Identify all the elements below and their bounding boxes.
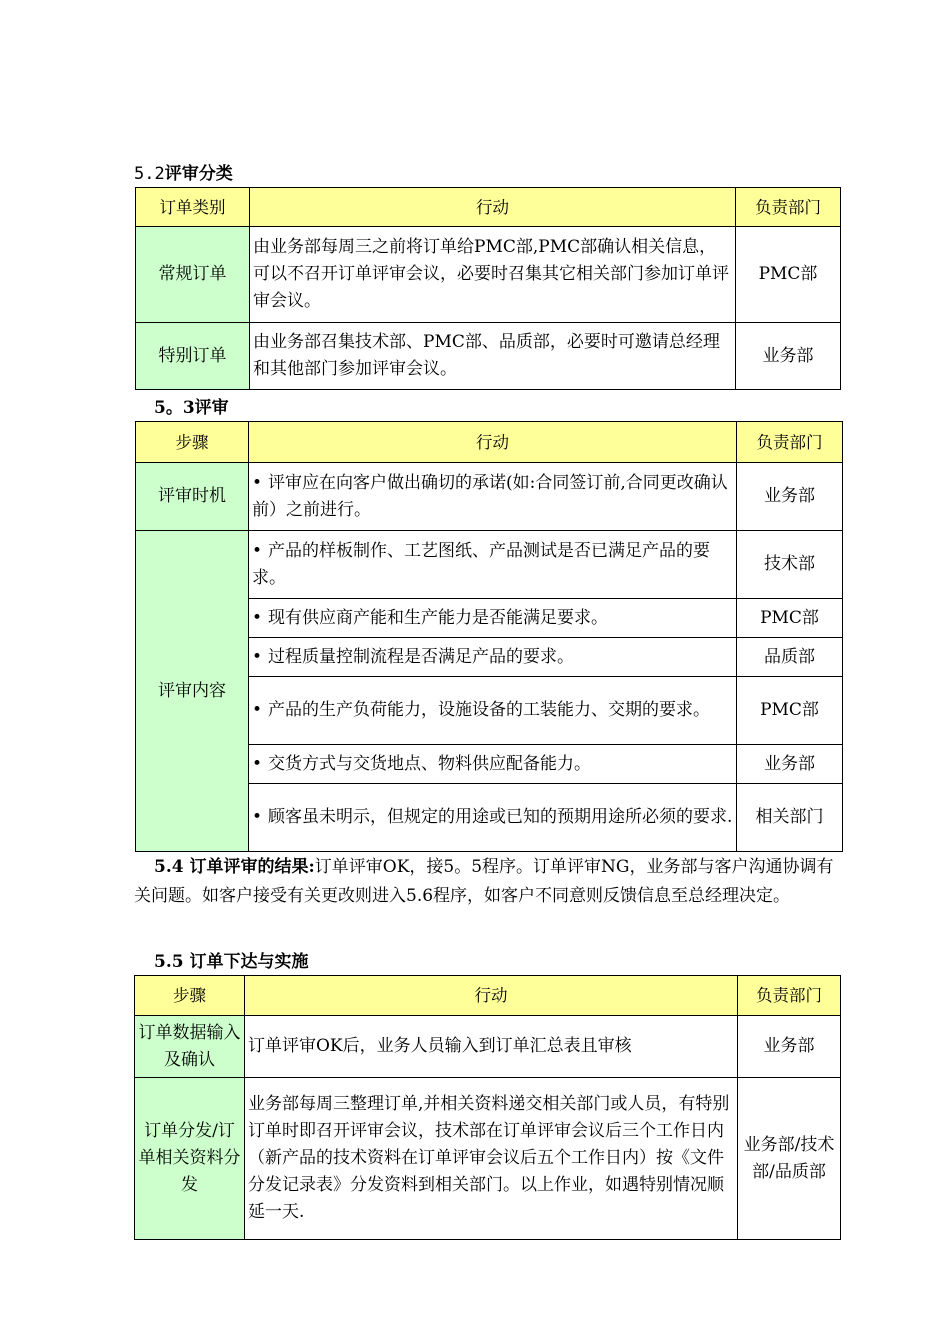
dept-cell: PMC部 bbox=[737, 599, 843, 638]
review-table bbox=[135, 421, 843, 852]
table-header-row bbox=[136, 422, 843, 463]
dept-cell: 业务部 bbox=[736, 323, 841, 390]
dept-cell: 技术部 bbox=[737, 531, 843, 599]
category-cell: 评审时机 bbox=[136, 463, 249, 531]
header-cell: 行动 bbox=[250, 188, 736, 227]
bullet-icon: • bbox=[252, 807, 263, 827]
action-text: 顾客虽未明示，但规定的用途或已知的预期用途所必须的要求. bbox=[268, 807, 733, 827]
section-5-4-label: 5.4 订单评审的结果: bbox=[154, 857, 315, 877]
table-header-row bbox=[136, 188, 841, 227]
action-cell bbox=[249, 599, 737, 638]
dept-cell: PMC部 bbox=[737, 677, 843, 745]
table-row bbox=[135, 1078, 841, 1240]
section-5-4-text: 订单评审OK，接5。5程序。订单评审NG，业务部与客户沟通协调有关问题。如客户接受有关更改则进入5.6程序，如客户不同意则反馈信息至总经理决定。 bbox=[134, 857, 834, 906]
action-cell: 由业务部每周三之前将订单给PMC部,PMC部确认相关信息，可以不召开订单评审会议，必要时召集其它相关部门参加订单评审会议。 bbox=[250, 227, 736, 323]
action-cell bbox=[249, 784, 737, 852]
bullet-icon: • bbox=[252, 753, 263, 774]
bullet-icon: • bbox=[252, 700, 263, 720]
header-cell: 步骤 bbox=[136, 422, 249, 463]
dept-cell: 相关部门 bbox=[737, 784, 843, 852]
action-cell bbox=[249, 677, 737, 745]
category-cell: 订单数据输入及确认 bbox=[135, 1016, 245, 1078]
section-5-4-paragraph bbox=[134, 853, 840, 911]
section-5-2-heading bbox=[134, 164, 233, 184]
action-text: 产品的样板制作、工艺图纸、产品测试是否已满足产品的要求。 bbox=[252, 540, 711, 588]
header-cell: 负责部门 bbox=[736, 188, 841, 227]
action-text: 现有供应商产能和生产能力是否能满足要求。 bbox=[268, 607, 609, 628]
category-cell: 评审内容 bbox=[136, 531, 249, 852]
action-text: 交货方式与交货地点、物料供应配备能力。 bbox=[268, 753, 592, 774]
action-text: 评审应在向客户做出确切的承诺(如:合同签订前,合同更改确认前）之前进行。 bbox=[252, 472, 728, 520]
category-cell: 特别订单 bbox=[136, 323, 250, 390]
table-row bbox=[136, 531, 843, 599]
header-cell: 行动 bbox=[245, 976, 738, 1016]
action-cell: 由业务部召集技术部、PMC部、品质部，必要时可邀请总经理和其他部门参加评审会议。 bbox=[250, 323, 736, 390]
section-5-3-heading: 5。3评审 bbox=[154, 398, 229, 418]
action-cell bbox=[249, 638, 737, 677]
review-category-table bbox=[135, 187, 841, 390]
header-cell: 负责部门 bbox=[737, 422, 843, 463]
category-cell: 订单分发/订单相关资料分发 bbox=[135, 1078, 245, 1240]
action-text: 过程质量控制流程是否满足产品的要求。 bbox=[268, 646, 575, 667]
header-cell: 负责部门 bbox=[738, 976, 841, 1016]
header-cell: 步骤 bbox=[135, 976, 245, 1016]
table-header-row bbox=[135, 976, 841, 1016]
header-cell: 行动 bbox=[249, 422, 737, 463]
dept-cell: 业务部 bbox=[737, 745, 843, 784]
header-cell: 订单类别 bbox=[136, 188, 250, 227]
table-row bbox=[135, 1016, 841, 1078]
dept-cell: 业务部 bbox=[738, 1016, 841, 1078]
category-cell: 常规订单 bbox=[136, 227, 250, 323]
section-5-5-heading: 5.5 订单下达与实施 bbox=[154, 952, 309, 972]
bullet-icon: • bbox=[252, 472, 263, 493]
action-cell bbox=[249, 463, 737, 531]
action-cell bbox=[249, 745, 737, 784]
dept-cell: 品质部 bbox=[737, 638, 843, 677]
bullet-icon: • bbox=[252, 646, 263, 667]
section-number: 5.2 bbox=[134, 164, 165, 184]
dept-cell: 业务部 bbox=[737, 463, 843, 531]
bullet-icon: • bbox=[252, 607, 263, 628]
action-text: 产品的生产负荷能力，设施设备的工装能力、交期的要求。 bbox=[268, 700, 711, 720]
action-cell: 订单评审OK后，业务人员输入到订单汇总表且审核 bbox=[245, 1016, 738, 1078]
table-row bbox=[136, 227, 841, 323]
table-row bbox=[136, 463, 843, 531]
bullet-icon: • bbox=[252, 540, 263, 561]
order-release-table bbox=[134, 975, 841, 1240]
dept-cell: PMC部 bbox=[736, 227, 841, 323]
action-cell bbox=[249, 531, 737, 599]
section-title: 评审分类 bbox=[164, 164, 233, 184]
table-row bbox=[136, 323, 841, 390]
action-cell: 业务部每周三整理订单,并相关资料递交相关部门或人员，有特别订单时即召开评审会议，技术部在订单评审会议后三个工作日内（新产品的技术资料在订单评审会议后五个工作日内）按《文件分发记录表》分发资料到相关部门。以上作业，如遇特别情况顺延一天. bbox=[245, 1078, 738, 1240]
dept-cell: 业务部/技术部/品质部 bbox=[738, 1078, 841, 1240]
